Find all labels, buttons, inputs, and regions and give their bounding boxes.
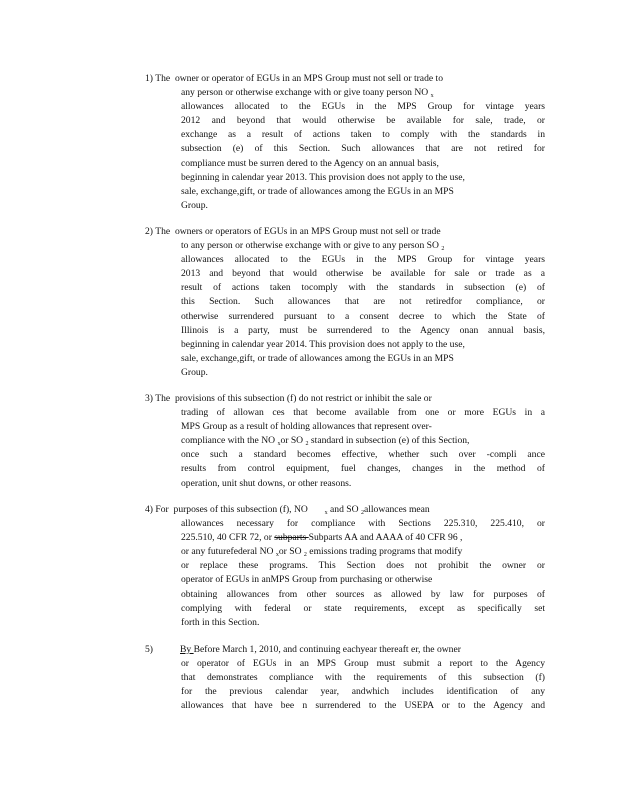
paragraph-4-line: complying with federal or state requirements, except as specifically set xyxy=(181,602,545,614)
deleted-text: subparts xyxy=(274,532,309,544)
paragraph-2-line: 2) The owners or operators of EGUs in an MPS Group must not sell or trade xyxy=(145,225,545,239)
paragraph-1-line: sale, exchange,gift, or trade of allowances among the EGUs in an MPS xyxy=(181,185,454,197)
paragraph-5-line: or operator of EGUs in an MPS Group must submit a report to the Agency xyxy=(181,658,545,670)
paragraph-4-line: 4) For purposes of this subsection (f), NO $_x$ and SO $_2$allowances mean xyxy=(145,504,430,516)
paragraph-2-line: Group. xyxy=(181,366,208,378)
paragraph-4-line: forth in this Section. xyxy=(181,616,260,628)
paragraph-1-line: any person or otherwise exchange with or give toany person NO $_x$ xyxy=(181,87,434,100)
paragraph-2-line: result of actions taken tocomply with the standards in subsection (e) of xyxy=(181,282,545,294)
paragraph-number: 5) xyxy=(145,644,153,655)
paragraph-1-line: exchange as a result of actions taken to comply with the standards in xyxy=(181,129,545,141)
paragraph-3-line: results from control equipment, fuel changes, changes in the method of xyxy=(181,463,545,475)
paragraph-2-line: otherwise surrendered pursuant to a consent decree to which the State of xyxy=(181,310,545,322)
paragraph-4-line: allowances necessary for compliance with Sections 225.310, 225.410, or xyxy=(181,518,545,530)
paragraph-3-line: compliance with the NO $_x$or SO $_2$ standard in subsection (e) of this Section, xyxy=(181,435,470,448)
paragraph-4 xyxy=(145,503,545,630)
paragraph-2-line: this Section. Such allowances that are not retiredfor compliance, or xyxy=(181,296,545,308)
paragraph-3 xyxy=(145,392,545,491)
paragraph-5 xyxy=(145,643,545,713)
paragraph-2-line: 2013 and beyond that would otherwise be available for sale or trade as a xyxy=(181,268,545,280)
paragraph-2-line: to any person or otherwise exchange with or give to any person SO $_2$ xyxy=(181,240,445,253)
paragraph-number: 1) The xyxy=(145,73,171,84)
paragraph-5-line: 5) By Before March 1, 2010, and continuing eachyear thereaft er, the owner xyxy=(145,643,545,657)
paragraph-1-line: compliance must be surren dered to the Agency on an annual basis, xyxy=(181,157,439,169)
paragraph-4-line: 225.510, 40 CFR 72, or subparts Subparts AA and AAAA of 40 CFR 96 , xyxy=(181,532,463,544)
paragraph-number: 3) The xyxy=(145,393,171,404)
paragraph-4-line: or replace these programs. This Section does not prohibit the owner or xyxy=(181,560,545,572)
paragraph-3-line: trading of allowan ces that become available from one or more EGUs in a xyxy=(181,407,545,419)
paragraph-2 xyxy=(145,225,545,380)
paragraph-5-line: allowances that have bee n surrendered to the USEPA or to the Agency and xyxy=(181,700,545,712)
paragraph-1-line: Group. xyxy=(181,199,208,211)
paragraph-1-line: 1) The owner or operator of EGUs in an MPS Group must not sell or trade to xyxy=(145,72,545,86)
paragraph-1-line: allowances allocated to the EGUs in the MPS Group for vintage years xyxy=(181,101,545,113)
paragraph-3-line: operation, unit shut downs, or other reasons. xyxy=(181,477,352,489)
paragraph-1-line: subsection (e) of this Section. Such allowances that are not retired for xyxy=(181,143,545,155)
paragraph-2-line: beginning in calendar year 2014. This provision does not apply to the use, xyxy=(181,338,465,350)
paragraph-1-line: 2012 and beyond that would otherwise be available for sale, trade, or xyxy=(181,115,545,127)
paragraph-4-line: obtaining allowances from other sources as allowed by law for purposes of xyxy=(181,588,545,600)
paragraph-4-line: operator of EGUs in anMPS Group from purchasing or otherwise xyxy=(181,574,433,586)
inserted-text: By xyxy=(180,644,194,655)
paragraph-3-line: once such a standard becomes effective, whether such over -compli ance xyxy=(181,449,545,461)
paragraph-number: 2) The xyxy=(145,226,171,237)
paragraph-2-line: Illinois is a party, must be surrendered to the Agency onan annual basis, xyxy=(181,324,545,336)
paragraph-1-line: beginning in calendar year 2013. This provision does not apply to the use, xyxy=(181,171,465,183)
paragraph-5-line: for the previous calendar year, andwhich includes identification of any xyxy=(181,686,545,698)
paragraph-2-line: sale, exchange,gift, or trade of allowances among the EGUs in an MPS xyxy=(181,352,454,364)
paragraph-2-line: allowances allocated to the EGUs in the MPS Group for vintage years xyxy=(181,254,545,266)
paragraph-number: 4) For xyxy=(145,504,169,515)
paragraph-3-line: MPS Group as a result of holding allowances that represent over- xyxy=(181,421,432,433)
paragraph-5-line: that demonstrates compliance with the requirements of this subsection (f) xyxy=(181,672,545,684)
paragraph-1 xyxy=(145,72,545,213)
paragraph-3-line: 3) The provisions of this subsection (f) do not restrict or inhibit the sale or xyxy=(145,392,545,406)
paragraph-4-line: or any futurefederal NO $_x$or SO $_2$ emissions trading programs that modify xyxy=(181,546,463,559)
